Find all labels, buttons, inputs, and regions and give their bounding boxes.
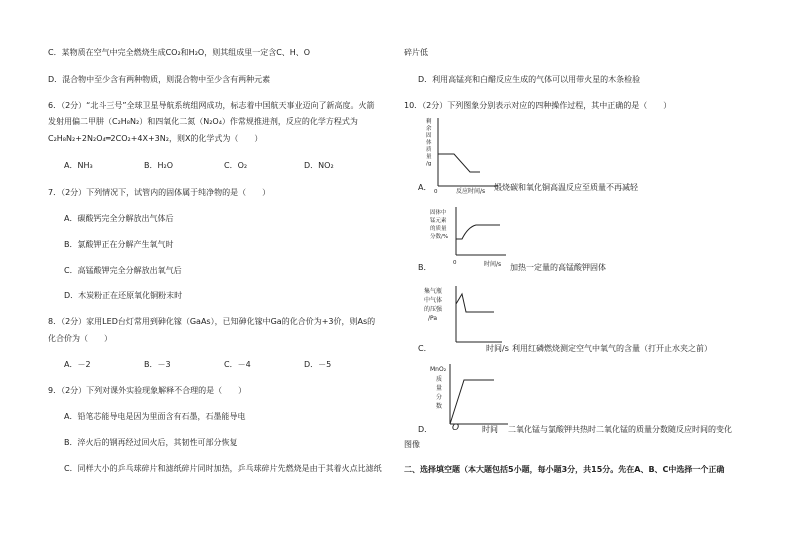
- q9-option-b: B．淬火后的钢再经过回火后，其韧性可部分恢复: [64, 438, 238, 447]
- graph-b-curve: [456, 225, 500, 239]
- graph-b-ylabel-1: 锰元素: [430, 218, 447, 224]
- q6-option-b: B．H₂O: [144, 161, 174, 170]
- graph-a-ylabel-4: 质: [426, 147, 432, 153]
- graph-b-ylabel-3: 分数/%: [430, 234, 449, 240]
- q10-option-d-letter: D．: [418, 425, 433, 434]
- q9-option-a: A．铅笔芯能导电是因为里面含有石墨，石墨能导电: [64, 412, 246, 421]
- graph-b-xlabel: 时间/s: [484, 261, 502, 268]
- q10-graph-d-origin: O: [452, 423, 460, 433]
- q6-option-d: D．NO₂: [304, 161, 334, 170]
- graph-b-origin: 0: [453, 260, 457, 266]
- q5-option-d: D．混合物中至少含有两种物质，则混合物中至少含有两种元素: [48, 75, 271, 84]
- q10-option-a-letter: A．: [418, 183, 432, 192]
- graph-a-ylabel-5: 量: [426, 154, 432, 160]
- q9-option-c-continuation: 碎片低: [404, 48, 428, 57]
- q10-option-d-desc-cont: 图像: [404, 440, 420, 449]
- graph-b-ylabel-0: 固体中: [430, 210, 447, 216]
- q10-option-b-letter: B．: [418, 263, 432, 272]
- q6-stem-line3: C₂H₈N₂+2N₂O₄═2CO₂+4X+3N₂，则X的化学式为（ ）: [48, 134, 263, 143]
- q8-stem-line1: 8．（2分）家用LED台灯常用到砷化镓（GaAs），已知砷化镓中Ga的化合价为+3价，则As的: [48, 317, 376, 326]
- graph-a-xlabel: 反应时间/s: [456, 188, 486, 194]
- q7-option-b: B．氯酸钾正在分解产生氧气时: [64, 240, 174, 249]
- graph-a-curve: [438, 154, 480, 172]
- q10-option-c-desc: 利用红磷燃烧测定空气中氧气的含量（打开止水夹之前）: [512, 344, 712, 353]
- q8-option-c: C．－4: [224, 360, 251, 369]
- q6-stem-line1: 6．（2分）“北斗三号”全球卫星导航系统组网成功，标志着中国航天事业迈向了新高度。火箭: [48, 101, 375, 110]
- q10-option-a-desc: 煅烧碳和氧化铜高温反应至质量不再减轻: [494, 183, 638, 192]
- q7-option-d: D．木炭粉正在还原氧化铜粉末时: [64, 291, 183, 300]
- q10-graph-c-xlabel: 时间/s: [486, 344, 509, 353]
- q10-option-c-letter: C．: [418, 344, 432, 353]
- graph-a-ylabel-1: 余: [426, 126, 432, 132]
- graph-c-ylabel-2: 的压强: [424, 306, 443, 313]
- q6-option-c: C．O₂: [224, 161, 248, 170]
- q10-graph-b: [428, 205, 508, 269]
- graph-a-ylabel-6: /g: [426, 161, 432, 167]
- graph-c-ylabel-0: 集气瓶: [424, 288, 443, 295]
- graph-b-ylabel-2: 的质量: [430, 226, 447, 232]
- q10-stem: 10．（2分）下列图象分别表示对应的四种操作过程，其中正确的是（ ）: [404, 101, 672, 110]
- q6-stem-line2: 发射用偏二甲肼（C₂H₈N₂）和四氧化二氮（N₂O₄）作常规推进剂，反应的化学方程式为: [48, 117, 358, 126]
- graph-d-ylabel-0: MnO₂: [430, 366, 447, 373]
- q10-option-d-desc: 二氧化锰与氯酸钾共热时二氧化锰的质量分数随反应时间的变化: [508, 425, 732, 434]
- graph-c-ylabel-1: 中气体: [424, 297, 443, 304]
- graph-a-ylabel-2: 固: [426, 133, 432, 139]
- q10-graph-a: [420, 114, 500, 194]
- graph-c-ylabel-3: /Pa: [428, 315, 438, 322]
- q9-stem: 9．（2分）下列对课外实验现象解释不合理的是（ ）: [48, 386, 247, 395]
- q8-option-b: B．－3: [144, 360, 171, 369]
- q8-option-a: A．－2: [64, 360, 91, 369]
- q6-option-a: A．NH₃: [64, 161, 93, 170]
- q9-option-d: D．利用高锰亮和白醋反应生成的气体可以用带火星的木条检验: [418, 75, 641, 84]
- q8-stem-line2: 化合价为（ ）: [48, 334, 112, 343]
- graph-d-ylabel-3: 分: [436, 394, 443, 401]
- graph-a-origin: 0: [434, 189, 438, 194]
- graph-d-ylabel-4: 数: [436, 403, 443, 410]
- q10-graph-d: [430, 362, 510, 432]
- graph-a-ylabel-0: 剩: [426, 119, 432, 125]
- q7-option-a: A．碳酸钙完全分解放出气体后: [64, 214, 174, 223]
- section-2-heading: 二、选择填空题（本大题包括5小题，每小题3分，共15分。先在A、B、C中选择一个正确: [404, 465, 725, 474]
- q10-graph-c: [422, 284, 504, 346]
- q7-option-c: C．高锰酸钾完全分解放出氧气后: [64, 266, 182, 275]
- q10-graph-d-xlabel: 时间: [482, 425, 498, 434]
- q9-option-c: C．同样大小的乒乓球碎片和滤纸碎片同时加热，乒乓球碎片先燃烧是由于其着火点比滤纸: [64, 464, 382, 473]
- graph-a-ylabel-3: 体: [426, 140, 432, 146]
- graph-d-curve: [450, 380, 494, 424]
- q7-stem: 7．（2分）下列情况下，试管内的固体属于纯净物的是（ ）: [48, 188, 271, 197]
- q8-option-d: D．－5: [304, 360, 332, 369]
- q10-option-b-desc: 加热一定量的高锰酸钾固体: [510, 263, 606, 272]
- q5-option-c: C．某物质在空气中完全燃烧生成CO₂和H₂O，则其组成里一定含C、H、O: [48, 48, 311, 57]
- graph-c-curve: [456, 294, 494, 312]
- graph-d-ylabel-1: 质: [436, 376, 443, 383]
- graph-d-ylabel-2: 量: [436, 385, 443, 392]
